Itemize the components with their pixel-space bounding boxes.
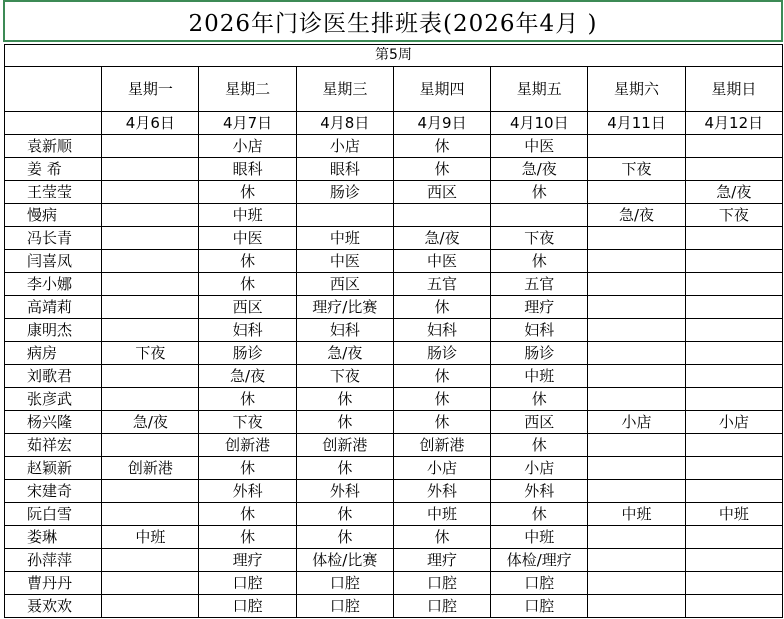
shift-cell[interactable]: 休 [199, 457, 296, 480]
shift-cell[interactable] [102, 388, 199, 411]
doctor-name-cell[interactable]: 孙萍萍 [5, 549, 102, 572]
shift-cell[interactable]: 外科 [393, 480, 490, 503]
shift-cell[interactable]: 外科 [491, 480, 588, 503]
week-row [5, 45, 783, 67]
date-cell[interactable]: 4月11日 [588, 112, 685, 135]
shift-cell[interactable]: 体检/理疗 [491, 549, 588, 572]
shift-cell[interactable] [685, 595, 782, 618]
shift-cell[interactable]: 急/夜 [685, 181, 782, 204]
shift-cell[interactable]: 休 [491, 181, 588, 204]
shift-cell[interactable] [588, 296, 685, 319]
shift-cell[interactable] [102, 227, 199, 250]
shift-cell[interactable] [685, 480, 782, 503]
weekday-cell[interactable]: 星期一 [102, 67, 199, 112]
shift-cell[interactable]: 休 [296, 457, 393, 480]
header-corner[interactable] [5, 112, 102, 135]
doctor-name-cell[interactable]: 康明杰 [5, 319, 102, 342]
shift-cell[interactable]: 眼科 [199, 158, 296, 181]
shift-cell[interactable]: 创新港 [393, 434, 490, 457]
shift-cell[interactable]: 口腔 [393, 572, 490, 595]
shift-cell[interactable]: 下夜 [588, 158, 685, 181]
shift-cell[interactable]: 休 [393, 388, 490, 411]
shift-cell[interactable]: 创新港 [296, 434, 393, 457]
shift-cell[interactable]: 休 [199, 503, 296, 526]
shift-cell[interactable]: 中班 [491, 526, 588, 549]
shift-cell[interactable]: 口腔 [199, 572, 296, 595]
doctor-name-cell[interactable]: 赵颖新 [5, 457, 102, 480]
shift-cell[interactable]: 创新港 [199, 434, 296, 457]
weekday-header-row [5, 67, 783, 112]
shift-cell[interactable]: 妇科 [491, 319, 588, 342]
date-cell[interactable]: 4月12日 [685, 112, 782, 135]
shift-cell[interactable]: 急/夜 [102, 411, 199, 434]
shift-cell[interactable]: 中医 [296, 250, 393, 273]
shift-cell[interactable]: 中班 [491, 365, 588, 388]
shift-cell[interactable] [491, 204, 588, 227]
doctor-name-cell[interactable]: 刘歌君 [5, 365, 102, 388]
doctor-row [5, 365, 783, 388]
doctor-name-cell[interactable]: 病房 [5, 342, 102, 365]
shift-cell[interactable] [102, 204, 199, 227]
shift-cell[interactable]: 休 [296, 411, 393, 434]
doctor-name-cell[interactable]: 娄琳 [5, 526, 102, 549]
doctor-row [5, 273, 783, 296]
doctor-row [5, 296, 783, 319]
shift-cell[interactable]: 小店 [296, 135, 393, 158]
shift-cell[interactable]: 妇科 [393, 319, 490, 342]
shift-cell[interactable] [588, 457, 685, 480]
shift-cell[interactable]: 小店 [685, 411, 782, 434]
shift-cell[interactable] [588, 227, 685, 250]
doctor-row [5, 181, 783, 204]
shift-cell[interactable] [102, 549, 199, 572]
shift-cell[interactable]: 急/夜 [199, 365, 296, 388]
shift-cell[interactable] [685, 158, 782, 181]
doctor-row [5, 480, 783, 503]
shift-cell[interactable]: 休 [393, 158, 490, 181]
schedule-table [4, 44, 783, 618]
doctor-name-cell[interactable]: 聂欢欢 [5, 595, 102, 618]
doctor-row [5, 158, 783, 181]
shift-cell[interactable] [685, 549, 782, 572]
shift-cell[interactable] [102, 135, 199, 158]
shift-cell[interactable] [102, 365, 199, 388]
shift-cell[interactable] [588, 595, 685, 618]
shift-cell[interactable]: 中医 [199, 227, 296, 250]
shift-cell[interactable]: 下夜 [102, 342, 199, 365]
shift-cell[interactable] [685, 319, 782, 342]
doctor-name-cell[interactable]: 李小娜 [5, 273, 102, 296]
doctor-name-cell[interactable]: 冯长青 [5, 227, 102, 250]
shift-cell[interactable]: 休 [491, 388, 588, 411]
shift-cell[interactable]: 理疗 [491, 296, 588, 319]
doctor-row [5, 342, 783, 365]
doctor-row [5, 549, 783, 572]
doctor-row [5, 204, 783, 227]
shift-cell[interactable]: 休 [199, 526, 296, 549]
weekday-cell[interactable]: 星期五 [491, 67, 588, 112]
shift-cell[interactable]: 外科 [199, 480, 296, 503]
shift-cell[interactable] [685, 365, 782, 388]
shift-cell[interactable] [685, 572, 782, 595]
shift-cell[interactable]: 小店 [393, 457, 490, 480]
shift-cell[interactable]: 休 [199, 388, 296, 411]
shift-cell[interactable]: 五官 [491, 273, 588, 296]
shift-cell[interactable]: 妇科 [199, 319, 296, 342]
header-corner[interactable] [5, 67, 102, 112]
shift-cell[interactable] [102, 273, 199, 296]
date-cell[interactable]: 4月6日 [102, 112, 199, 135]
doctor-name-cell[interactable]: 杨兴隆 [5, 411, 102, 434]
shift-cell[interactable]: 肠诊 [296, 181, 393, 204]
shift-cell[interactable]: 小店 [491, 457, 588, 480]
date-cell[interactable]: 4月8日 [296, 112, 393, 135]
date-cell[interactable]: 4月9日 [393, 112, 490, 135]
shift-cell[interactable]: 休 [393, 135, 490, 158]
shift-cell[interactable]: 中班 [296, 227, 393, 250]
shift-cell[interactable]: 休 [491, 503, 588, 526]
doctor-row [5, 595, 783, 618]
shift-cell[interactable]: 急/夜 [491, 158, 588, 181]
sheet-title[interactable]: 2026年门诊医生排班表(2026年4月 ) [3, 0, 783, 42]
shift-cell[interactable]: 眼科 [296, 158, 393, 181]
shift-cell[interactable]: 休 [296, 526, 393, 549]
doctor-name-cell[interactable]: 慢病 [5, 204, 102, 227]
shift-cell[interactable]: 休 [199, 181, 296, 204]
doctor-name-cell[interactable]: 高靖莉 [5, 296, 102, 319]
doctor-row [5, 503, 783, 526]
doctor-row [5, 227, 783, 250]
shift-cell[interactable] [685, 227, 782, 250]
shift-cell[interactable] [685, 457, 782, 480]
doctor-row [5, 434, 783, 457]
shift-cell[interactable] [102, 572, 199, 595]
shift-cell[interactable]: 口腔 [393, 595, 490, 618]
weekday-cell[interactable]: 星期三 [296, 67, 393, 112]
shift-cell[interactable]: 理疗/比赛 [296, 296, 393, 319]
shift-cell[interactable]: 中医 [491, 135, 588, 158]
shift-cell[interactable]: 五官 [393, 273, 490, 296]
shift-cell[interactable] [393, 204, 490, 227]
doctor-row [5, 411, 783, 434]
doctor-row [5, 250, 783, 273]
doctor-name-cell[interactable]: 王莹莹 [5, 181, 102, 204]
doctor-row [5, 319, 783, 342]
shift-cell[interactable] [685, 135, 782, 158]
shift-cell[interactable]: 肠诊 [199, 342, 296, 365]
shift-cell[interactable]: 小店 [588, 411, 685, 434]
doctor-row [5, 526, 783, 549]
doctor-row [5, 388, 783, 411]
shift-cell[interactable]: 口腔 [296, 572, 393, 595]
shift-cell[interactable]: 急/夜 [296, 342, 393, 365]
shift-cell[interactable] [588, 181, 685, 204]
weekday-cell[interactable]: 星期六 [588, 67, 685, 112]
shift-cell[interactable]: 下夜 [296, 365, 393, 388]
shift-cell[interactable] [685, 526, 782, 549]
shift-cell[interactable]: 西区 [393, 181, 490, 204]
shift-cell[interactable]: 理疗 [393, 549, 490, 572]
shift-cell[interactable] [588, 135, 685, 158]
shift-cell[interactable]: 妇科 [296, 319, 393, 342]
shift-cell[interactable]: 口腔 [491, 595, 588, 618]
shift-cell[interactable]: 休 [393, 365, 490, 388]
shift-cell[interactable]: 理疗 [199, 549, 296, 572]
shift-cell[interactable]: 创新港 [102, 457, 199, 480]
shift-cell[interactable]: 休 [393, 296, 490, 319]
shift-cell[interactable] [588, 549, 685, 572]
shift-cell[interactable]: 口腔 [491, 572, 588, 595]
shift-cell[interactable]: 休 [491, 434, 588, 457]
shift-cell[interactable]: 下夜 [685, 204, 782, 227]
shift-cell[interactable]: 体检/比赛 [296, 549, 393, 572]
shift-cell[interactable]: 休 [491, 250, 588, 273]
doctor-row [5, 457, 783, 480]
shift-cell[interactable]: 休 [393, 526, 490, 549]
shift-cell[interactable]: 急/夜 [588, 204, 685, 227]
shift-cell[interactable]: 中医 [393, 250, 490, 273]
shift-cell[interactable] [588, 365, 685, 388]
shift-cell[interactable]: 急/夜 [393, 227, 490, 250]
shift-cell[interactable] [102, 319, 199, 342]
doctor-name-cell[interactable]: 姜 希 [5, 158, 102, 181]
shift-cell[interactable] [588, 388, 685, 411]
shift-cell[interactable] [588, 572, 685, 595]
shift-cell[interactable]: 休 [199, 250, 296, 273]
shift-cell[interactable]: 外科 [296, 480, 393, 503]
shift-cell[interactable]: 休 [199, 273, 296, 296]
week-label[interactable]: 第5周 [5, 45, 783, 67]
shift-cell[interactable] [588, 434, 685, 457]
shift-cell[interactable]: 中班 [393, 503, 490, 526]
shift-cell[interactable] [102, 434, 199, 457]
shift-cell[interactable] [685, 434, 782, 457]
shift-cell[interactable]: 中班 [588, 503, 685, 526]
weekday-cell[interactable]: 星期二 [199, 67, 296, 112]
shift-cell[interactable]: 休 [296, 388, 393, 411]
doctor-name-cell[interactable]: 张彦武 [5, 388, 102, 411]
shift-cell[interactable] [588, 342, 685, 365]
shift-cell[interactable]: 西区 [199, 296, 296, 319]
weekday-cell[interactable]: 星期四 [393, 67, 490, 112]
date-cell[interactable]: 4月7日 [199, 112, 296, 135]
shift-cell[interactable] [102, 250, 199, 273]
doctor-name-cell[interactable]: 袁新顺 [5, 135, 102, 158]
shift-cell[interactable]: 西区 [296, 273, 393, 296]
shift-cell[interactable]: 口腔 [296, 595, 393, 618]
shift-cell[interactable] [588, 250, 685, 273]
doctor-row [5, 572, 783, 595]
shift-cell[interactable]: 肠诊 [491, 342, 588, 365]
shift-cell[interactable] [685, 273, 782, 296]
weekday-cell[interactable]: 星期日 [685, 67, 782, 112]
doctor-name-cell[interactable]: 闫喜凤 [5, 250, 102, 273]
shift-cell[interactable] [102, 181, 199, 204]
shift-cell[interactable] [102, 595, 199, 618]
date-cell[interactable]: 4月10日 [491, 112, 588, 135]
shift-cell[interactable] [685, 250, 782, 273]
shift-cell[interactable]: 口腔 [199, 595, 296, 618]
shift-cell[interactable]: 中班 [685, 503, 782, 526]
shift-cell[interactable] [102, 480, 199, 503]
shift-cell[interactable]: 下夜 [491, 227, 588, 250]
doctor-name-cell[interactable]: 阮白雪 [5, 503, 102, 526]
shift-cell[interactable]: 肠诊 [393, 342, 490, 365]
doctor-name-cell[interactable]: 茹祥宏 [5, 434, 102, 457]
shift-cell[interactable] [588, 319, 685, 342]
shift-cell[interactable] [102, 158, 199, 181]
shift-cell[interactable] [588, 480, 685, 503]
shift-cell[interactable] [685, 296, 782, 319]
doctor-row [5, 135, 783, 158]
shift-cell[interactable] [685, 388, 782, 411]
shift-cell[interactable]: 小店 [199, 135, 296, 158]
shift-cell[interactable]: 下夜 [199, 411, 296, 434]
shift-cell[interactable] [296, 204, 393, 227]
shift-cell[interactable] [588, 273, 685, 296]
shift-cell[interactable]: 休 [296, 503, 393, 526]
shift-cell[interactable] [685, 342, 782, 365]
schedule-body [5, 45, 783, 618]
doctor-name-cell[interactable]: 曹丹丹 [5, 572, 102, 595]
shift-cell[interactable]: 休 [393, 411, 490, 434]
doctor-name-cell[interactable]: 宋建奇 [5, 480, 102, 503]
shift-cell[interactable] [102, 296, 199, 319]
shift-cell[interactable]: 西区 [491, 411, 588, 434]
shift-cell[interactable]: 中班 [199, 204, 296, 227]
date-header-row [5, 112, 783, 135]
shift-cell[interactable]: 中班 [102, 526, 199, 549]
shift-cell[interactable] [102, 503, 199, 526]
shift-cell[interactable] [588, 526, 685, 549]
